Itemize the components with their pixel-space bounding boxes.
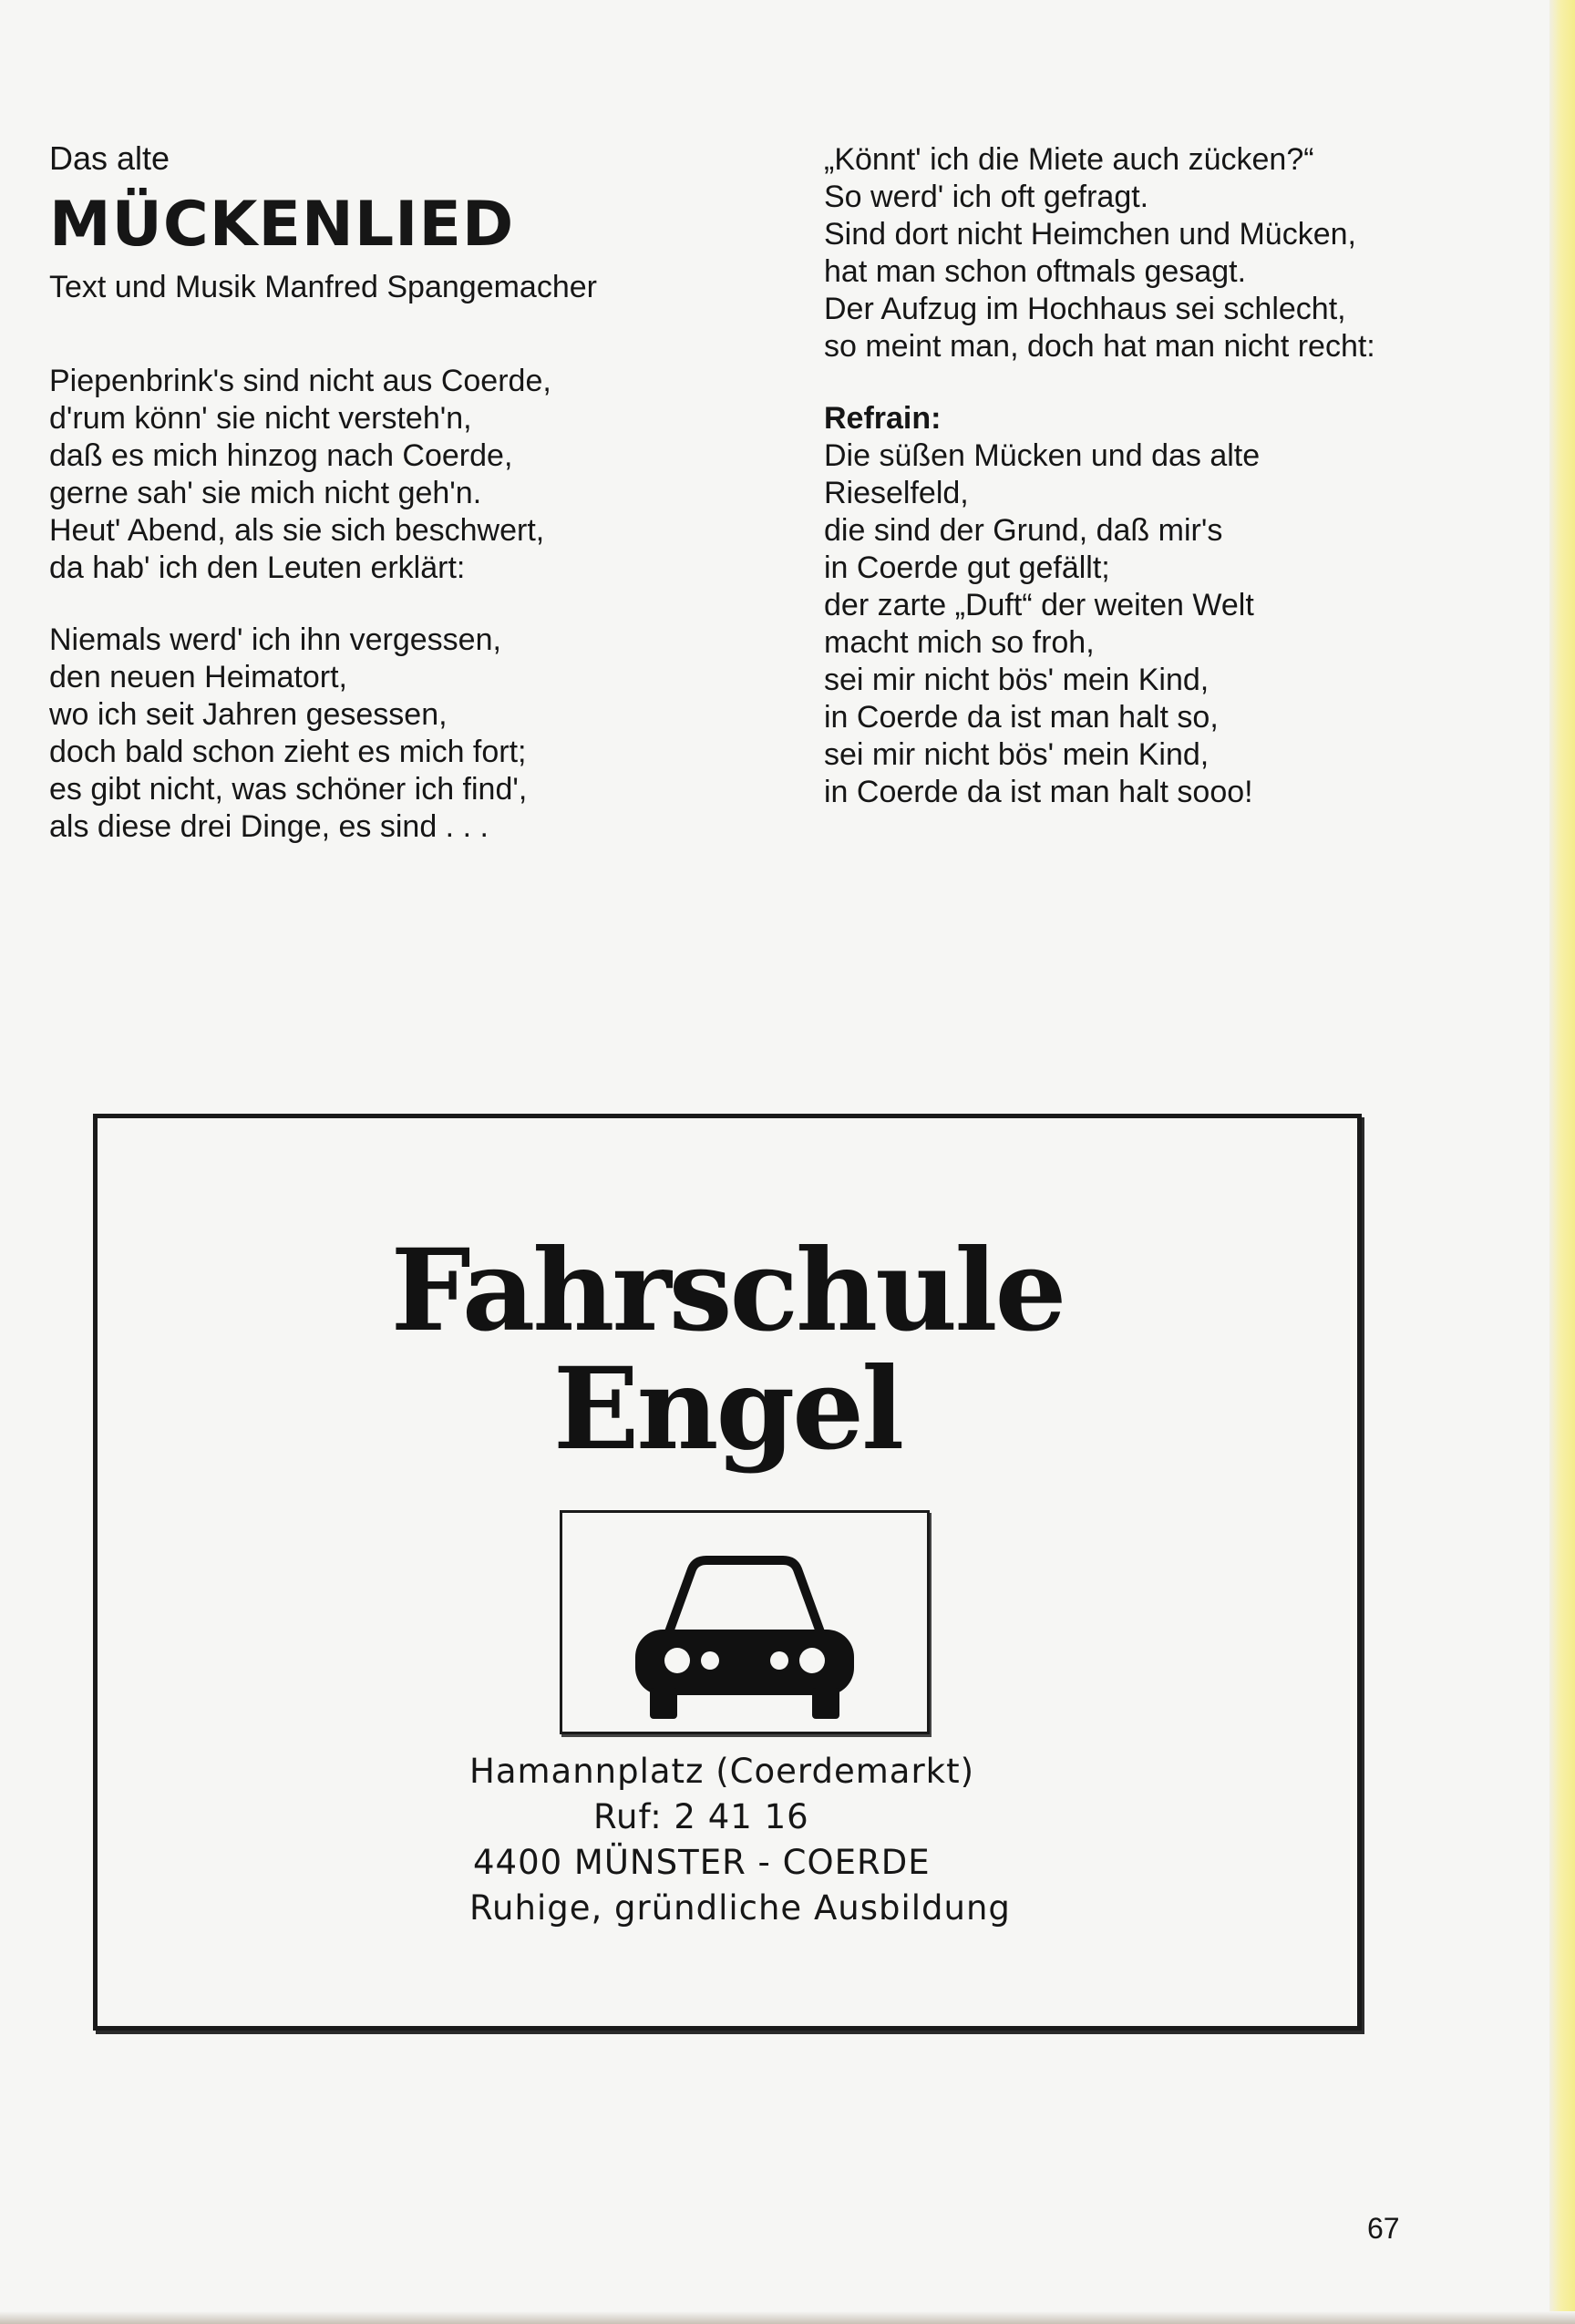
refrain-line: in Coerde da ist man halt so, xyxy=(824,700,1219,735)
driving-school-advertisement xyxy=(93,1114,1362,2031)
refrain-line: Rieselfeld, xyxy=(824,476,969,510)
verse-line: gerne sah' sie mich nicht geh'n. xyxy=(49,476,482,510)
verse-line: den neuen Heimatort, xyxy=(49,660,347,694)
refrain-line: der zarte „Duft“ der weiten Welt xyxy=(824,588,1254,622)
ad-contact-block xyxy=(469,1749,1162,1931)
verse-line: Heut' Abend, als sie sich beschwert, xyxy=(49,513,545,548)
verse-2 xyxy=(49,622,778,846)
ad-company-name-line1: Fahrschule xyxy=(390,1225,1065,1357)
song-kicker: Das alte xyxy=(49,139,170,177)
verse-line: es gibt nicht, was schöner ich find', xyxy=(49,772,528,807)
verse-line: Der Aufzug im Hochhaus sei schlecht, xyxy=(824,292,1346,326)
song-title: MÜCKENLIED xyxy=(49,189,515,261)
verse-line: Niemals werd' ich ihn vergessen, xyxy=(49,622,501,657)
refrain-heading: Refrain: xyxy=(824,401,942,436)
refrain-line: sei mir nicht bös' mein Kind, xyxy=(824,663,1210,697)
verse-line: wo ich seit Jahren gesessen, xyxy=(49,697,448,732)
verse-line: da hab' ich den Leuten erklärt: xyxy=(49,550,466,585)
verse-line: daß es mich hinzog nach Coerde, xyxy=(49,438,513,473)
car-front-icon xyxy=(562,1513,927,1732)
page-number: 67 xyxy=(1367,2212,1400,2245)
verse-line: doch bald schon zieht es mich fort; xyxy=(49,735,527,769)
page-bottom-shadow xyxy=(0,2311,1575,2324)
refrain-line: Die süßen Mücken und das alte xyxy=(824,438,1261,473)
verse-line: Sind dort nicht Heimchen und Mücken, xyxy=(824,217,1356,252)
refrain-line: in Coerde da ist man halt sooo! xyxy=(824,775,1253,809)
song-right-column xyxy=(824,141,1535,811)
verse-line: als diese drei Dinge, es sind . . . xyxy=(49,809,489,844)
verse-line: hat man schon oftmals gesagt. xyxy=(824,254,1247,289)
ad-company-name-line2: Engel xyxy=(552,1343,902,1476)
ad-slogan: Ruhige, gründliche Ausbildung xyxy=(469,1888,1011,1928)
verse-1 xyxy=(49,363,778,587)
refrain xyxy=(824,400,1535,811)
car-logo-frame xyxy=(560,1510,930,1734)
song-byline: Text und Musik Manfred Spangemacher xyxy=(49,270,597,304)
ad-city: 4400 MÜNSTER - COERDE xyxy=(473,1843,931,1882)
song-left-column xyxy=(49,137,778,846)
verse-line: Piepenbrink's sind nicht aus Coerde, xyxy=(49,364,551,398)
refrain-line: in Coerde gut gefällt; xyxy=(824,550,1110,585)
ad-phone: Ruf: 2 41 16 xyxy=(593,1797,809,1836)
verse-line: so meint man, doch hat man nicht recht: xyxy=(824,329,1375,364)
verse-line: So werd' ich oft gefragt. xyxy=(824,180,1149,214)
refrain-line: sei mir nicht bös' mein Kind, xyxy=(824,737,1210,772)
refrain-line: macht mich so froh, xyxy=(824,625,1095,660)
verse-line: „Könnt' ich die Miete auch zücken?“ xyxy=(824,142,1314,177)
refrain-line: die sind der Grund, daß mir's xyxy=(824,513,1223,548)
verse-line: d'rum könn' sie nicht versteh'n, xyxy=(49,401,472,436)
ad-address: Hamannplatz (Coerdemarkt) xyxy=(469,1752,975,1791)
yellowed-page-edge xyxy=(1549,0,1575,2324)
verse-3 xyxy=(824,141,1535,365)
